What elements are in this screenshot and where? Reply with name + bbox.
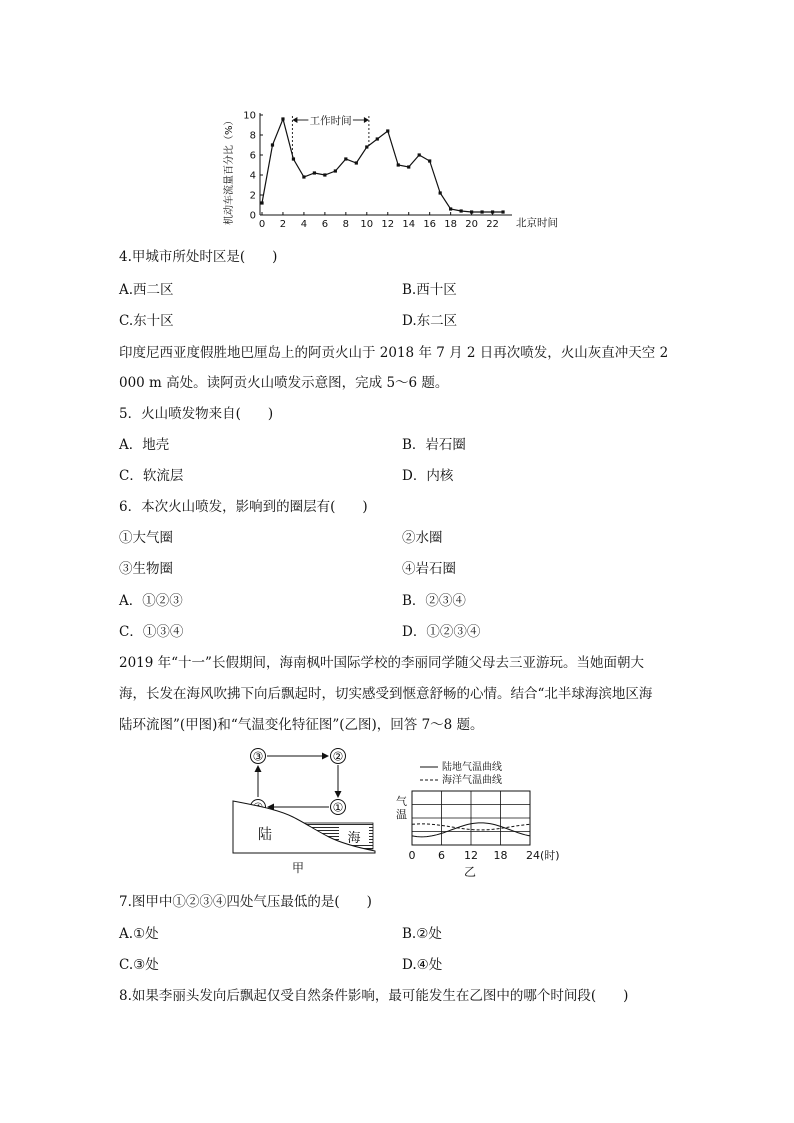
x-tick-label: 2 <box>279 219 287 230</box>
q5-option-a: A．地壳 <box>119 437 170 453</box>
x-tick-label: 10 <box>360 219 374 230</box>
point-2 <box>331 749 346 764</box>
work-time-annotation <box>292 114 369 157</box>
data-point <box>313 171 316 174</box>
y-tick-label: 10 <box>243 110 256 122</box>
x-tick-label: 22 <box>486 219 499 230</box>
x-tick-label: 4 <box>300 219 308 230</box>
y-axis-label: 机动车流量百分比（%） <box>224 115 235 225</box>
q4-option-c: C.东十区 <box>119 313 174 329</box>
q8-stem: 8.如果李丽头发向后飘起仅受自然条件影响，最可能发生在乙图中的哪个时间段( ) <box>119 988 629 1004</box>
q6-item-1: ①大气圈 <box>119 530 173 546</box>
q6-option-c: C．①③④ <box>119 624 184 640</box>
data-point <box>397 163 400 166</box>
diagram-jia-caption: 甲 <box>291 861 305 875</box>
q6-option-a: A．①②③ <box>119 593 183 609</box>
legend-sea: 海洋气温曲线 <box>442 775 502 786</box>
x-tick-label: 8 <box>342 219 350 230</box>
x-tick-label: 14 <box>402 219 416 230</box>
work-arrowhead-left <box>292 117 297 123</box>
data-point <box>302 175 305 178</box>
work-time-label: 工作时间 <box>309 115 352 127</box>
q7-stem: 7.图甲中①②③④四处气压最低的是( ) <box>119 894 372 910</box>
y-tick-label: 2 <box>249 190 256 202</box>
land-label: 陆 <box>258 827 272 843</box>
data-point <box>407 165 410 168</box>
intro-volcano-line1: 印度尼西亚度假胜地巴厘岛上的阿贡火山于 2018 年 7 月 2 日再次喷发，火山灰直冲天空 2 <box>119 345 669 361</box>
data-point <box>260 201 263 204</box>
point-1 <box>331 800 346 815</box>
x-tick-label: 6 <box>438 849 445 862</box>
q5-option-b: B．岩石圈 <box>402 437 466 453</box>
data-point <box>271 143 274 146</box>
y-tick-label: 0 <box>249 210 256 222</box>
chart-series <box>260 117 504 213</box>
y-axis-label-2: 温 <box>396 808 407 821</box>
data-point <box>460 209 463 212</box>
chart-grid <box>412 791 530 845</box>
data-point <box>365 145 368 148</box>
svg-text:②: ② <box>332 749 344 764</box>
data-point <box>428 159 431 162</box>
traffic-line <box>262 119 503 212</box>
svg-text:①: ① <box>332 800 344 815</box>
data-point <box>334 169 337 172</box>
chart-axes <box>260 113 512 215</box>
q6-option-d: D．①②③④ <box>402 624 481 640</box>
q7-option-a: A.①处 <box>119 926 159 942</box>
data-point <box>491 210 494 213</box>
x-tick-label: 0 <box>258 219 266 230</box>
q4-option-b: B.西十区 <box>402 282 457 298</box>
q5-option-d: D．内核 <box>402 468 454 484</box>
x-tick-label: 0 <box>408 849 416 862</box>
x-tick-label: 16 <box>423 219 437 230</box>
q6-stem: 6．本次火山喷发，影响到的圈层有( ) <box>119 499 368 515</box>
traffic-flow-chart <box>220 100 580 235</box>
q7-option-d: D.④处 <box>402 957 443 973</box>
y-tick-label: 4 <box>249 170 256 182</box>
x-tick-label: 18 <box>493 849 508 862</box>
data-point <box>501 210 504 213</box>
q4-option-a: A.西二区 <box>119 282 174 298</box>
intro-sanya-line1: 2019 年“十一”长假期间，海南枫叶国际学校的李丽同学随父母去三亚游玩。当她面朝大 <box>119 655 644 671</box>
x-tick-label: 18 <box>444 219 458 230</box>
data-point <box>281 117 284 120</box>
temperature-chart <box>390 755 570 880</box>
x-tick-label: 12 <box>381 219 395 230</box>
intro-sanya-line2: 海，长发在海风吹拂下向后飘起时，切实感受到惬意舒畅的心情。结合“北半球海滨地区海 <box>119 686 653 702</box>
data-point <box>480 210 483 213</box>
sea-land-circulation-diagram <box>225 745 385 880</box>
x-tick-label: 24(时) <box>526 849 560 862</box>
svg-text:③: ③ <box>252 749 264 764</box>
q6-option-b: B．②③④ <box>402 593 466 609</box>
x-tick-label: 20 <box>465 219 478 230</box>
q7-option-b: B.②处 <box>402 926 442 942</box>
data-point <box>439 191 442 194</box>
intro-volcano-line2: 000 m 高处。读阿贡火山喷发示意图，完成 5～6 题。 <box>119 375 449 391</box>
intro-sanya-line3: 陆环流图”(甲图)和“气温变化特征图”(乙图)，回答 7～8 题。 <box>119 717 484 733</box>
legend <box>420 760 502 786</box>
work-arrowhead-right <box>364 117 369 123</box>
q5-option-c: C．软流层 <box>119 468 184 484</box>
q5-stem: 5．火山喷发物来自( ) <box>119 406 274 422</box>
point-3 <box>251 749 266 764</box>
y-tick-label: 6 <box>249 150 256 162</box>
sea-label: 海 <box>347 831 361 846</box>
data-point <box>292 157 295 160</box>
x-tick-label: 6 <box>321 219 329 230</box>
data-point <box>418 153 421 156</box>
data-point <box>323 173 326 176</box>
data-point <box>449 207 452 210</box>
q6-item-4: ④岩石圈 <box>402 561 456 577</box>
data-point <box>355 161 358 164</box>
x-tick-label: 12 <box>464 849 478 862</box>
data-point <box>376 137 379 140</box>
x-tick-labels <box>409 848 560 862</box>
legend-land: 陆地气温曲线 <box>442 762 502 773</box>
chart-yi-caption: 乙 <box>463 865 477 879</box>
data-point <box>386 129 389 132</box>
data-point <box>470 210 473 213</box>
q4-stem: 4.甲城市所处时区是( ) <box>119 249 278 265</box>
q7-option-c: C.③处 <box>119 957 159 973</box>
x-axis-label: 北京时间 <box>516 217 558 229</box>
y-tick-label: 8 <box>249 130 256 142</box>
q4-option-d: D.东二区 <box>402 313 458 329</box>
q6-item-2: ②水圈 <box>402 530 443 546</box>
y-axis-label-1: 气 <box>396 795 407 808</box>
data-point <box>344 157 347 160</box>
q6-item-3: ③生物圈 <box>119 561 173 577</box>
